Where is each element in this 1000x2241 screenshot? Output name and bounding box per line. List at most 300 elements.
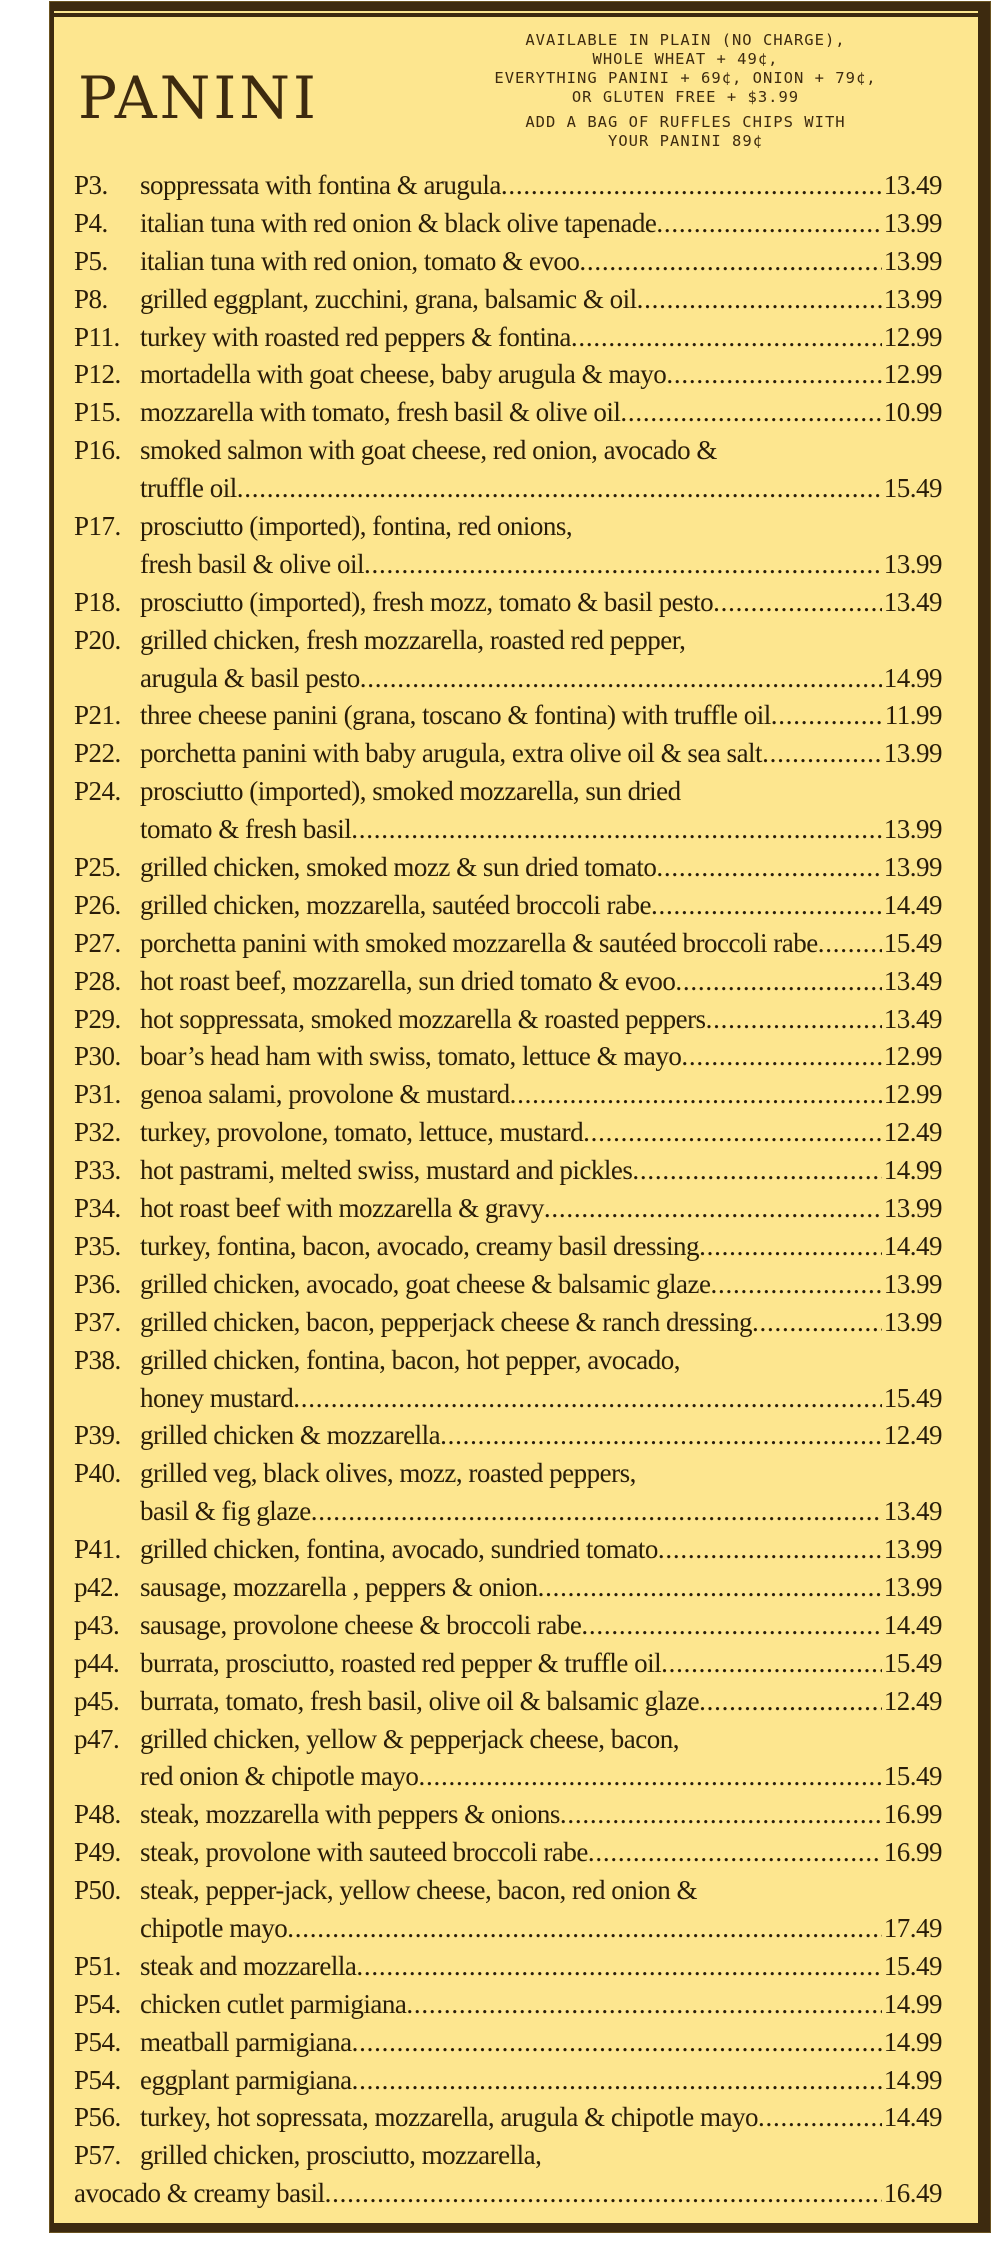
dot-leader: [544, 1190, 882, 1228]
menu-item-code: P27.: [74, 927, 121, 958]
menu-item-row: [74, 1986, 942, 2024]
bread-option-line: WHOLE WHEAT + 49¢,: [592, 50, 779, 68]
dot-leader: [758, 2099, 882, 2137]
dot-leader: [325, 2175, 882, 2213]
menu-item-description: steak, provolone with sauteed broccoli rabe: [140, 1837, 588, 1868]
menu-item-code: P49.: [74, 1837, 121, 1868]
menu-item-description: mortadella with goat cheese, baby arugula & mayo: [140, 359, 667, 390]
menu-item-description: soppressata with fontina & arugula: [140, 170, 501, 200]
menu-item: [74, 2062, 942, 2100]
menu-item: [74, 1076, 942, 1114]
menu-item-code: P40.: [74, 1458, 121, 1489]
menu-items-list: [74, 167, 942, 2213]
menu-item-price: 15.49: [883, 473, 942, 504]
bread-option-line: EVERYTHING PANINI + 69¢, ONION + 79¢,: [494, 69, 877, 87]
menu-item: [74, 1683, 942, 1721]
menu-item-price: 14.99: [883, 1988, 942, 2019]
dot-leader: [293, 1380, 882, 1418]
menu-item-code: P8.: [74, 283, 108, 314]
chips-addon-line: ADD A BAG OF RUFFLES CHIPS WITH: [525, 113, 846, 131]
menu-item-price: 14.49: [883, 2102, 942, 2133]
menu-item-code: P20.: [74, 624, 121, 655]
menu-item-row: [74, 2137, 942, 2175]
menu-item-row: [74, 1493, 942, 1531]
dot-leader: [658, 1531, 882, 1569]
menu-header: [72, 19, 964, 169]
menu-item-row: [74, 1228, 942, 1266]
menu-item-description: chipotle mayo: [140, 1912, 288, 1943]
menu-item: [74, 1645, 942, 1683]
menu-item-row: [74, 508, 942, 546]
dot-leader: [588, 1834, 882, 1872]
menu-item-price: 13.99: [883, 738, 942, 769]
menu-item-code: P17.: [74, 511, 121, 542]
dot-leader: [771, 697, 883, 735]
menu-item-price: 14.99: [883, 662, 942, 693]
menu-item-code: p43.: [74, 1609, 120, 1640]
menu-item-description: fresh basil & olive oil: [140, 548, 364, 579]
menu-item-row: [74, 1607, 942, 1645]
dot-leader: [706, 1001, 882, 1039]
menu-item-code: P54.: [74, 1988, 121, 2019]
menu-item-description: porchetta panini with smoked mozzarella & sautéed broccoli rabe: [140, 927, 818, 958]
menu-item: [74, 1114, 942, 1152]
dot-leader: [560, 1796, 882, 1834]
menu-item-row: [74, 470, 942, 508]
menu-item: [74, 508, 942, 584]
menu-item: [74, 1986, 942, 2024]
dot-leader: [656, 205, 881, 243]
dot-leader: [710, 1266, 881, 1304]
menu-item: [74, 584, 942, 622]
menu-item-description: grilled chicken & mozzarella: [140, 1420, 441, 1451]
menu-item-description: boar’s head ham with swiss, tomato, lettuce & mayo: [140, 1041, 682, 1072]
menu-item: [74, 735, 942, 773]
menu-item: [74, 205, 942, 243]
menu-item-code: P29.: [74, 1003, 121, 1034]
menu-item-row: [74, 1455, 942, 1493]
menu-item-row: [74, 432, 942, 470]
menu-item-description: steak, pepper-jack, yellow cheese, bacon, red onion &: [140, 1875, 697, 1906]
menu-item-description: smoked salmon with goat cheese, red onion, avocado &: [140, 435, 717, 466]
menu-item-description: grilled chicken, prosciutto, mozzarella,: [140, 2140, 542, 2171]
menu-item: [74, 963, 942, 1001]
menu-item-description: three cheese panini (grana, toscano & fontina) with truffle oil: [140, 700, 771, 731]
menu-item: [74, 1038, 942, 1076]
menu-item-price: 15.49: [883, 927, 942, 958]
menu-item-code: P18.: [74, 586, 121, 617]
dot-leader: [538, 1569, 882, 1607]
menu-item-code: P48.: [74, 1799, 121, 1830]
menu-item-description: grilled chicken, smoked mozz & sun dried tomato: [140, 852, 657, 883]
menu-item-code: P21.: [74, 700, 121, 731]
menu-item: [74, 773, 942, 849]
menu-item-code: p42.: [74, 1571, 120, 1602]
menu-item-code: P54.: [74, 2026, 121, 2057]
menu-item-price: 13.99: [883, 814, 942, 845]
dot-leader: [656, 849, 881, 887]
dot-leader: [360, 660, 882, 698]
menu-item-price: 13.49: [883, 170, 942, 200]
menu-item: [74, 1228, 942, 1266]
dot-leader: [632, 1152, 881, 1190]
menu-item-description: grilled chicken, fontina, bacon, hot pepper, avocado,: [140, 1344, 680, 1375]
menu-item-price: 13.99: [883, 283, 942, 314]
menu-item: [74, 1721, 942, 1797]
menu-item: [74, 1266, 942, 1304]
menu-item-description: truffle oil: [140, 473, 237, 504]
menu-item-code: P38.: [74, 1344, 121, 1375]
top-rule: [54, 13, 978, 17]
menu-item-row: [74, 1001, 942, 1039]
dot-leader: [661, 1645, 882, 1683]
dot-leader: [681, 1038, 881, 1076]
menu-item: [74, 2137, 942, 2213]
menu-item-description: steak, mozzarella with peppers & onions: [140, 1799, 560, 1830]
menu-item-description: porchetta panini with baby arugula, extra olive oil & sea salt: [140, 738, 763, 769]
menu-item-row: [74, 1645, 942, 1683]
menu-item-price: 17.49: [883, 1912, 942, 1943]
menu-item-row: [74, 1531, 942, 1569]
menu-item-code: P4.: [74, 207, 108, 238]
menu-item-row: [74, 887, 942, 925]
menu-item: [74, 1872, 942, 1948]
menu-item-price: 12.49: [883, 1117, 942, 1148]
menu-item-row: [74, 243, 942, 281]
menu-item-price: 12.99: [883, 321, 942, 352]
menu-item-code: P30.: [74, 1041, 121, 1072]
menu-item-description: turkey, hot sopressata, mozzarella, arugula & chipotle mayo: [140, 2102, 759, 2133]
dot-leader: [666, 356, 881, 394]
menu-item-row: [74, 1038, 942, 1076]
menu-item-row: [74, 849, 942, 887]
menu-item-price: 15.49: [883, 1647, 942, 1678]
menu-item-description: turkey, fontina, bacon, avocado, creamy basil dressing: [140, 1230, 700, 1261]
menu-item: [74, 887, 942, 925]
menu-item-row: [74, 546, 942, 584]
dot-leader: [352, 2062, 882, 2100]
menu-item-code: p44.: [74, 1647, 120, 1678]
menu-item: [74, 2099, 942, 2137]
menu-item-row: [74, 963, 942, 1001]
dot-leader: [356, 1948, 881, 1986]
menu-item: [74, 1417, 942, 1455]
menu-item-description: turkey with roasted red peppers & fontina: [140, 321, 571, 352]
menu-item-price: 12.49: [883, 1420, 942, 1451]
dot-leader: [637, 281, 882, 319]
menu-item-description: burrata, tomato, fresh basil, olive oil & balsamic glaze: [140, 1685, 700, 1716]
menu-item-row: [74, 1114, 942, 1152]
dot-leader: [675, 963, 881, 1001]
menu-item-row: [74, 1342, 942, 1380]
menu-item-description: chicken cutlet parmigiana: [140, 1988, 407, 2019]
menu-item-description: arugula & basil pesto: [140, 662, 360, 693]
menu-item-price: 10.99: [883, 397, 942, 428]
menu-item: [74, 1569, 942, 1607]
menu-item: [74, 281, 942, 319]
menu-item-description: hot soppressata, smoked mozzarella & roasted peppers: [140, 1003, 706, 1034]
menu-item-description: grilled chicken, fresh mozzarella, roasted red pepper,: [140, 624, 686, 655]
menu-item-price: 13.49: [883, 1003, 942, 1034]
dot-leader: [501, 167, 882, 205]
menu-item-price: 13.49: [883, 965, 942, 996]
menu-item-description: steak and mozzarella: [140, 1950, 357, 1981]
menu-item-code: P57.: [74, 2140, 121, 2171]
menu-item-row: [74, 660, 942, 698]
menu-item-price: 13.99: [883, 1571, 942, 1602]
dot-leader: [752, 1304, 882, 1342]
menu-item-row: [74, 622, 942, 660]
menu-item-row: [74, 1872, 942, 1910]
dot-leader: [818, 925, 882, 963]
dot-leader: [351, 811, 882, 849]
menu-item-code: P39.: [74, 1420, 121, 1451]
menu-item: [74, 1531, 942, 1569]
menu-item-price: 16.99: [883, 1799, 942, 1830]
dot-leader: [713, 584, 882, 622]
menu-item-row: [74, 811, 942, 849]
dot-leader: [406, 1986, 881, 2024]
dot-leader: [620, 394, 881, 432]
menu-item-description: grilled chicken, avocado, goat cheese & balsamic glaze: [140, 1268, 711, 1299]
menu-item-code: P51.: [74, 1950, 121, 1981]
menu-item-price: 13.99: [883, 852, 942, 883]
menu-item-price: 14.49: [883, 1230, 942, 1261]
menu-item-code: P25.: [74, 852, 121, 883]
menu-item: [74, 622, 942, 698]
menu-card: [50, 2, 990, 2232]
menu-item-price: 14.99: [883, 2026, 942, 2057]
dot-leader: [311, 1493, 882, 1531]
menu-item-price: 11.99: [884, 700, 942, 731]
menu-item-description: genoa salami, provolone & mustard: [140, 1079, 510, 1110]
menu-item-description: prosciutto (imported), fresh mozz, tomato & basil pesto: [140, 586, 714, 617]
menu-item-code: P5.: [74, 245, 108, 276]
menu-item-row: [74, 167, 942, 205]
menu-item-code: P50.: [74, 1875, 121, 1906]
menu-item-row: [74, 281, 942, 319]
menu-item: [74, 1001, 942, 1039]
dot-leader: [651, 887, 882, 925]
menu-item-description: basil & fig glaze: [140, 1496, 311, 1527]
menu-item-price: 13.99: [883, 1193, 942, 1224]
menu-item-row: [74, 2062, 942, 2100]
menu-item-code: P37.: [74, 1306, 121, 1337]
menu-item: [74, 697, 942, 735]
menu-item: [74, 1948, 942, 1986]
menu-item-price: 12.49: [883, 1685, 942, 1716]
dot-leader: [237, 470, 882, 508]
dot-leader: [440, 1417, 882, 1455]
dot-leader: [699, 1683, 882, 1721]
menu-item-price: 12.99: [883, 359, 942, 390]
menu-item-description: italian tuna with red onion, tomato & evoo: [140, 245, 580, 276]
menu-item-row: [74, 1796, 942, 1834]
menu-item: [74, 1304, 942, 1342]
menu-item: [74, 432, 942, 508]
menu-item: [74, 319, 942, 357]
menu-item-code: P54.: [74, 2064, 121, 2095]
menu-item-description: hot roast beef, mozzarella, sun dried tomato & evoo: [140, 965, 676, 996]
menu-item-row: [74, 1152, 942, 1190]
menu-item-code: P22.: [74, 738, 121, 769]
menu-item-description: grilled chicken, fontina, avocado, sundried tomato: [140, 1534, 658, 1565]
menu-item-code: P33.: [74, 1155, 121, 1186]
menu-item-price: 14.49: [883, 1609, 942, 1640]
menu-item-code: P41.: [74, 1534, 121, 1565]
menu-item-row: [74, 319, 942, 357]
menu-item-description: sausage, mozzarella , peppers & onion: [140, 1571, 538, 1602]
menu-item: [74, 2024, 942, 2062]
menu-item-code: P16.: [74, 435, 121, 466]
menu-item-description: grilled chicken, mozzarella, sautéed broccoli rabe: [140, 889, 651, 920]
menu-item-code: P3.: [74, 170, 108, 200]
dot-leader: [418, 1758, 881, 1796]
menu-item: [74, 394, 942, 432]
menu-item-row: [74, 1569, 942, 1607]
menu-item-price: 14.49: [883, 889, 942, 920]
dot-leader: [581, 1607, 881, 1645]
bread-option-line: AVAILABLE IN PLAIN (NO CHARGE),: [525, 31, 846, 49]
menu-item-row: [74, 1758, 942, 1796]
menu-item: [74, 1342, 942, 1418]
menu-item-description: red onion & chipotle mayo: [140, 1761, 419, 1792]
menu-item-code: P12.: [74, 359, 121, 390]
menu-item-price: 13.99: [883, 548, 942, 579]
menu-item-price: 14.99: [883, 2064, 942, 2095]
menu-item-price: 13.99: [883, 1306, 942, 1337]
menu-item-row: [74, 394, 942, 432]
menu-item-description: sausage, provolone cheese & broccoli rabe: [140, 1609, 582, 1640]
menu-item-description: hot pastrami, melted swiss, mustard and pickles: [140, 1155, 633, 1186]
menu-item: [74, 1796, 942, 1834]
menu-item-description: grilled eggplant, zucchini, grana, balsamic & oil: [140, 283, 637, 314]
menu-item-code: P24.: [74, 776, 121, 807]
menu-item-price: 15.49: [883, 1382, 942, 1413]
menu-item-description: mozzarella with tomato, fresh basil & olive oil: [140, 397, 621, 428]
menu-item: [74, 1152, 942, 1190]
menu-item-row: [74, 1266, 942, 1304]
menu-item-code: P11.: [74, 321, 120, 352]
dot-leader: [352, 2024, 882, 2062]
menu-item: [74, 167, 942, 205]
dot-leader: [699, 1228, 882, 1266]
menu-item-description: tomato & fresh basil: [140, 814, 352, 845]
menu-item: [74, 925, 942, 963]
menu-item-price: 13.49: [883, 1496, 942, 1527]
chips-addon-line: YOUR PANINI 89¢: [608, 132, 763, 150]
menu-item-description: italian tuna with red onion & black olive tapenade: [140, 207, 657, 238]
menu-item: [74, 1834, 942, 1872]
menu-item-description: honey mustard: [140, 1382, 294, 1413]
menu-item-row: [74, 2024, 942, 2062]
menu-item-price: 14.99: [883, 1155, 942, 1186]
dot-leader: [762, 735, 882, 773]
menu-item-description: grilled chicken, yellow & pepperjack cheese, bacon,: [140, 1723, 680, 1754]
menu-item-row: [74, 356, 942, 394]
menu-item-row: [74, 205, 942, 243]
dot-leader: [510, 1076, 882, 1114]
menu-item-description: grilled veg, black olives, mozz, roasted peppers,: [140, 1458, 636, 1489]
menu-item-description: burrata, prosciutto, roasted red pepper & truffle oil: [140, 1647, 662, 1678]
menu-item-row: [74, 1380, 942, 1418]
menu-item-description: grilled chicken, bacon, pepperjack cheese & ranch dressing: [140, 1306, 752, 1337]
menu-item-price: 16.49: [883, 2178, 942, 2209]
menu-item: [74, 1190, 942, 1228]
menu-item-row: [74, 584, 942, 622]
menu-item-code: p45.: [74, 1685, 120, 1716]
menu-item: [74, 849, 942, 887]
menu-item-price: 15.49: [883, 1761, 942, 1792]
menu-item-row: [74, 2175, 942, 2213]
menu-item: [74, 1607, 942, 1645]
menu-item-row: [74, 1304, 942, 1342]
menu-item-description: meatball parmigiana: [140, 2026, 352, 2057]
menu-item-price: 13.99: [883, 1268, 942, 1299]
menu-item-price: 16.99: [883, 1837, 942, 1868]
menu-item-code: P15.: [74, 397, 121, 428]
menu-item-code: P56.: [74, 2102, 121, 2133]
bread-option-line: OR GLUTEN FREE + $3.99: [571, 88, 800, 106]
menu-item-price: 13.49: [883, 586, 942, 617]
menu-item-price: 12.99: [883, 1041, 942, 1072]
menu-item: [74, 243, 942, 281]
menu-item-description: eggplant parmigiana: [140, 2064, 352, 2095]
menu-item-description: avocado & creamy basil: [74, 2178, 325, 2209]
menu-item-code: P31.: [74, 1079, 121, 1110]
menu-item-price: 13.99: [883, 1534, 942, 1565]
menu-item-row: [74, 2099, 942, 2137]
menu-item-price: 13.99: [883, 207, 942, 238]
menu-item-row: [74, 1721, 942, 1759]
menu-item-row: [74, 1190, 942, 1228]
dot-leader: [583, 1114, 882, 1152]
menu-item-description: hot roast beef with mozzarella & gravy: [140, 1193, 544, 1224]
menu-item-code: P36.: [74, 1268, 121, 1299]
menu-item-row: [74, 1910, 942, 1948]
menu-item-code: P28.: [74, 965, 121, 996]
dot-leader: [579, 243, 881, 281]
menu-item-description: turkey, provolone, tomato, lettuce, mustard: [140, 1117, 584, 1148]
menu-item-description: prosciutto (imported), fontina, red onions,: [140, 511, 573, 542]
menu-item-code: P26.: [74, 889, 121, 920]
dot-leader: [571, 319, 882, 357]
menu-item-row: [74, 697, 942, 735]
menu-item-description: prosciutto (imported), smoked mozzarella, sun dried: [140, 776, 681, 807]
menu-item-row: [74, 773, 942, 811]
menu-item-row: [74, 1417, 942, 1455]
bread-options: [407, 31, 964, 151]
menu-item-code: P35.: [74, 1230, 121, 1261]
menu-item-row: [74, 925, 942, 963]
menu-item-price: 13.99: [883, 245, 942, 276]
dot-leader: [364, 546, 882, 584]
menu-item: [74, 1455, 942, 1531]
menu-item-price: 15.49: [883, 1950, 942, 1981]
menu-item-row: [74, 1683, 942, 1721]
menu-item-code: P34.: [74, 1193, 121, 1224]
menu-item-row: [74, 1834, 942, 1872]
menu-item-row: [74, 735, 942, 773]
menu-item-price: 12.99: [883, 1079, 942, 1110]
menu-item-row: [74, 1948, 942, 1986]
menu-item-code: P32.: [74, 1117, 121, 1148]
dot-leader: [287, 1910, 882, 1948]
menu-title: PANINI: [78, 64, 319, 132]
menu-item-code: p47.: [74, 1723, 120, 1754]
menu-item-row: [74, 1076, 942, 1114]
menu-item: [74, 356, 942, 394]
